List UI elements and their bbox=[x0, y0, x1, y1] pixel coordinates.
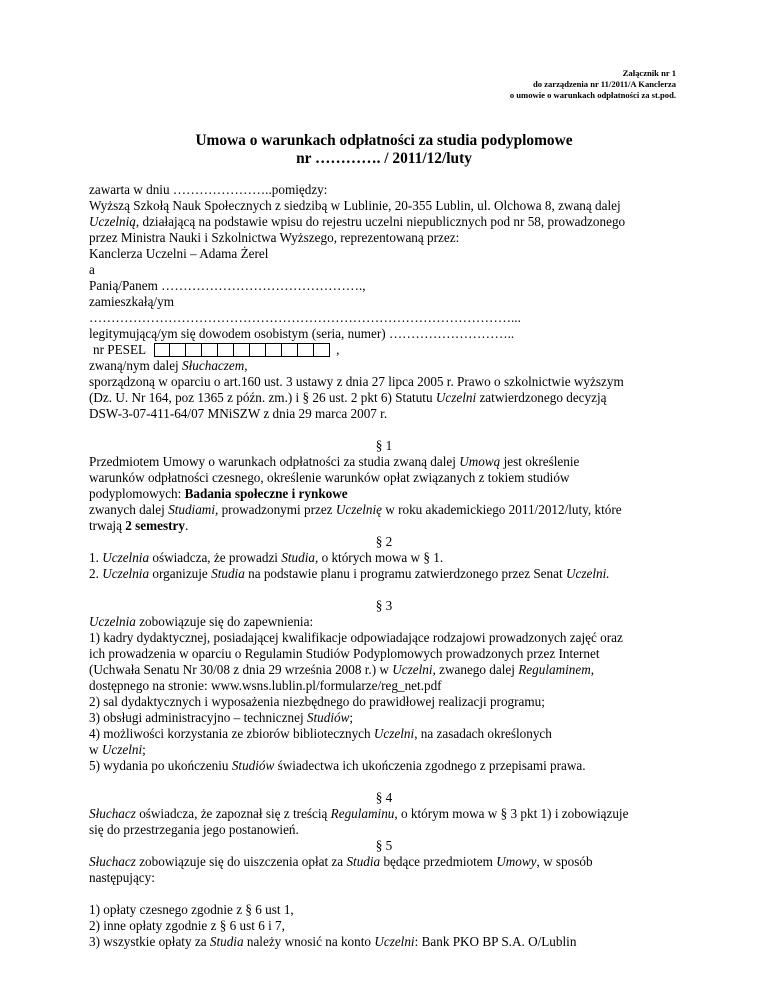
s2-text: 1. bbox=[89, 550, 103, 565]
term-uczelnia: Uczelnia bbox=[102, 550, 150, 565]
intro-legal-line-3: DSW-3-07-411-64/07 MNiSZW z dnia 29 marca 2007 r. bbox=[89, 406, 388, 421]
s1-line-5 bbox=[89, 518, 188, 534]
pesel-digit-box bbox=[218, 343, 234, 357]
s1-line-1 bbox=[89, 454, 579, 470]
s5-text: zobowiązuje się do uiszczenia opłat za bbox=[135, 854, 347, 869]
s3-text: , bbox=[590, 662, 595, 677]
term-studiami: Studiami, bbox=[168, 502, 219, 517]
s3-text: zwanego dalej bbox=[435, 662, 519, 677]
intro-legal-line-2 bbox=[89, 390, 607, 406]
attachment-line-3: o umowie o warunkach odpłatności za st.pod. bbox=[509, 90, 676, 100]
s5-text: 3) wszystkie opłaty za bbox=[89, 934, 210, 949]
intro-line-4: przez Ministra Nauki i Szkolnictwa Wyższego, reprezentowaną przez: bbox=[89, 230, 460, 245]
s5-text: : Bank PKO BP S.A. O/Lublin bbox=[414, 934, 577, 949]
intro-id-field: legitymującą/ym się dowodem osobistym (seria, numer) ……………………….. bbox=[89, 326, 515, 341]
s1-text: . bbox=[184, 518, 189, 533]
s3-text: , na zasadach określonych bbox=[414, 726, 552, 741]
attachment-line-1: Załącznik nr 1 bbox=[622, 68, 676, 78]
s1-text: podyplomowych: bbox=[89, 486, 185, 501]
term-uczelni: Uczelni bbox=[101, 742, 143, 757]
pesel-digit-box bbox=[250, 343, 266, 357]
intro-text: zatwierdzonego decyzją bbox=[476, 390, 607, 405]
s3-line-8 bbox=[89, 726, 552, 742]
section-5-heading: § 5 bbox=[375, 838, 393, 853]
s4-text: oświadcza, że zapoznał się z treścią bbox=[135, 806, 331, 821]
pesel-label: nr PESEL bbox=[93, 342, 147, 357]
s1-line-4 bbox=[89, 502, 622, 518]
s2-line-1 bbox=[89, 550, 443, 566]
section-4-heading: § 4 bbox=[375, 790, 393, 805]
s1-text: jest określenie bbox=[500, 454, 580, 469]
s3-line-2: 1) kadry dydaktycznej, posiadającej kwalifikacje odpowiadające rodzajowi prowadzonych zajęć oraz bbox=[89, 630, 623, 645]
pesel-digit-box bbox=[234, 343, 250, 357]
pesel-digit-box bbox=[186, 343, 202, 357]
intro-text: zwaną/nym dalej bbox=[89, 358, 183, 373]
term-uczelni: Uczelni, bbox=[392, 662, 436, 677]
intro-text: , bbox=[244, 358, 248, 373]
pesel-digit-box bbox=[170, 343, 186, 357]
s2-text: o których mowa w § 1. bbox=[318, 550, 444, 565]
term-studia: Studia bbox=[346, 854, 381, 869]
s3-line-3: ich prowadzenia w oparciu o Regulamin Studiów Podyplomowych prowadzonych przez Internet bbox=[89, 646, 600, 661]
intro-chancellor: Kanclerza Uczelni – Adama Żerel bbox=[89, 246, 269, 261]
term-umowa: Umową bbox=[459, 454, 501, 469]
s3-line-9 bbox=[89, 742, 146, 758]
term-regulaminem: Regulaminem bbox=[518, 662, 591, 677]
intro-residence-label: zamieszkałą/ym bbox=[89, 294, 174, 309]
s3-line-1 bbox=[89, 614, 313, 630]
term-studiow: Studiów bbox=[231, 758, 275, 773]
s5-text: należy wnosić na konto bbox=[243, 934, 375, 949]
s1-text: trwają bbox=[89, 518, 126, 533]
s1-line-3 bbox=[89, 486, 348, 502]
s1-text: prowadzonymi przez bbox=[218, 502, 336, 517]
s3-text: ; bbox=[142, 742, 146, 757]
term-studia: Studia, bbox=[281, 550, 319, 565]
s5-item-3 bbox=[89, 934, 576, 950]
s4-text: , o którym mowa w § 3 pkt 1) i zobowiązuje bbox=[394, 806, 629, 821]
s3-line-10 bbox=[89, 758, 586, 774]
intro-line-3 bbox=[89, 214, 625, 230]
s3-line-7 bbox=[89, 710, 353, 726]
s1-text: zwanych dalej bbox=[89, 502, 169, 517]
program-name: Badania społeczne i rynkowe bbox=[184, 486, 348, 501]
s2-text: na podstawie planu i programu zatwierdzonego przez Senat bbox=[244, 566, 566, 581]
term-sluchacz: Słuchaczem bbox=[182, 358, 245, 373]
s5-item-1: 1) opłaty czesnego zgodnie z § 6 ust 1, bbox=[89, 902, 294, 917]
attachment-note bbox=[510, 68, 676, 101]
semester-count: 2 semestry bbox=[125, 518, 185, 533]
term-uczelni: Uczelni bbox=[373, 726, 415, 741]
term-studiow: Studiów bbox=[306, 710, 350, 725]
s3-text: świadectwa ich ukończenia zgodnego z przepisami prawa. bbox=[274, 758, 586, 773]
s5-line-1 bbox=[89, 854, 593, 870]
s3-text: 3) obsługi administracyjno – technicznej bbox=[89, 710, 307, 725]
section-3-heading: § 3 bbox=[375, 598, 393, 613]
s5-item-2: 2) inne opłaty zgodnie z § 6 ust 6 i 7, bbox=[89, 918, 285, 933]
term-studia: Studia bbox=[211, 566, 245, 581]
pesel-digit-box bbox=[282, 343, 298, 357]
s3-text: zobowiązuje się do zapewnienia: bbox=[135, 614, 314, 629]
s3-line-4 bbox=[89, 662, 594, 678]
term-umowy: Umowy bbox=[496, 854, 537, 869]
term-uczelnie: Uczelnię bbox=[335, 502, 382, 517]
pesel-boxes bbox=[154, 343, 330, 357]
intro-date-line: zawarta w dniu …………………..pomiędzy: bbox=[89, 182, 328, 197]
s5-text: , w sposób bbox=[536, 854, 593, 869]
intro-text: , działającą na podstawie wpisu do rejestru uczelni niepublicznych pod nr 58, prowadzonego bbox=[135, 214, 626, 229]
document-title: Umowa o warunkach odpłatności za studia podyplomowe bbox=[195, 132, 573, 149]
s3-line-6: 2) sal dydaktycznych i wyposażenia niezbędnego do prawidłowej realizacji programu; bbox=[89, 694, 545, 709]
pesel-digit-box bbox=[266, 343, 282, 357]
s3-text: 5) wydania po ukończeniu bbox=[89, 758, 232, 773]
term-uczelni: Uczelni bbox=[435, 390, 477, 405]
s1-text: Przedmiotem Umowy o warunkach odpłatności za studia zwaną dalej bbox=[89, 454, 460, 469]
s3-text: ; bbox=[349, 710, 354, 725]
pesel-comma: , bbox=[336, 342, 340, 357]
s4-line-1 bbox=[89, 806, 628, 822]
s1-text: w roku akademickiego 2011/2012/luty, które bbox=[381, 502, 622, 517]
s3-text: 4) możliwości korzystania ze zbiorów bibliotecznych bbox=[89, 726, 374, 741]
term-sluchacz: Słuchacz bbox=[89, 854, 136, 869]
s5-text: będące przedmiotem bbox=[380, 854, 497, 869]
pesel-row bbox=[89, 342, 339, 358]
s3-line-5: dostępnego na stronie: www.wsns.lublin.pl/formularze/reg_net.pdf bbox=[89, 678, 442, 693]
s2-text: organizuje bbox=[149, 566, 212, 581]
intro-legal-line-1: sporządzoną w oparciu o art.160 ust. 3 ustawy z dnia 27 lipca 2005 r. Prawo o szkolnictwie wyższym bbox=[89, 374, 624, 389]
term-sluchacz: Słuchacz bbox=[89, 806, 136, 821]
term-regulaminu: Regulaminu bbox=[330, 806, 395, 821]
intro-name-field: Panią/Panem ………………………………………., bbox=[89, 278, 366, 293]
s3-text: w bbox=[89, 742, 102, 757]
term-studia: Studia bbox=[209, 934, 244, 949]
pesel-digit-box bbox=[298, 343, 314, 357]
intro-residence-field: ……………………………………………………………………………………... bbox=[89, 310, 521, 325]
term-uczelni: Uczelni. bbox=[565, 566, 610, 581]
section-2-heading: § 2 bbox=[375, 534, 393, 549]
pesel-digit-box bbox=[202, 343, 218, 357]
attachment-line-2: do zarządzenia nr 11/2011/A Kanclerza bbox=[532, 79, 676, 89]
pesel-digit-box bbox=[154, 343, 170, 357]
s3-text: (Uchwała Senatu Nr 30/08 z dnia 29 września 2008 r.) w bbox=[89, 662, 393, 677]
term-uczelni: Uczelni bbox=[374, 934, 415, 949]
intro-line-2: Wyższą Szkołą Nauk Społecznych z siedzibą w Lublinie, 20-355 Lublin, ul. Olchowa 8, zwaną dalej bbox=[89, 198, 621, 213]
s2-text: 2. bbox=[89, 566, 103, 581]
document-number: nr …………. / 2011/12/luty bbox=[296, 150, 472, 167]
intro-text: (Dz. U. Nr 164, poz 1365 z późn. zm.) i § 26 ust. 2 pkt 6) Statutu bbox=[89, 390, 436, 405]
section-1-heading: § 1 bbox=[375, 438, 393, 453]
s1-line-2: warunków odpłatności czesnego, określenie warunków opłat związanych z tokiem studiów bbox=[89, 470, 570, 485]
s4-line-2: się do przestrzegania jego postanowień. bbox=[89, 822, 299, 837]
intro-listener-line bbox=[89, 358, 248, 374]
s2-text: oświadcza, że prowadzi bbox=[149, 550, 282, 565]
s5-line-2: następujący: bbox=[89, 870, 155, 885]
s2-line-2 bbox=[89, 566, 610, 582]
intro-and: a bbox=[89, 262, 95, 277]
term-uczelnia: Uczelnia bbox=[89, 614, 136, 629]
pesel-digit-box bbox=[314, 343, 330, 357]
term-uczelnia: Uczelnią bbox=[89, 214, 136, 229]
term-uczelnia: Uczelnia bbox=[102, 566, 150, 581]
